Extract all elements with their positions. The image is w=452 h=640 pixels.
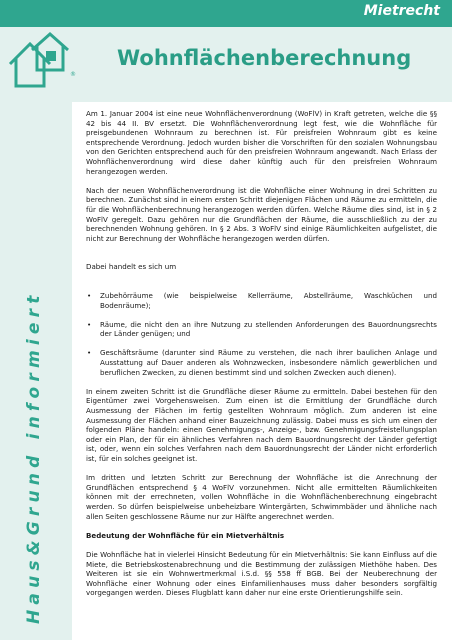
second-step-paragraph: In einem zweiten Schritt ist die Grundfläche dieser Räume zu ermitteln. Dabei bestehen für den Eigentümer zwei Vorgehensweisen. Zum einen ist die Ermittlung der Grundfläche durch Ausmessung der Flächen im fertig gestellten Wohnraum möglich. Zum anderen ist eine Ausmessung der Flächen anhand einer Bauzeichnung zulässig. Dabei muss es sich um einen der folgenden Pläne handeln: einen Genehmigungs-, Anzeige-, bzw. Genehmigungsfreistellungsplan oder ein Plan, der für ein ähnliches Verfahren nach dem Bauordnungsrecht der Länder gefertigt ist, oder, wenn ein solches Verfahren nach dem Bauordnungsrecht der Länder nicht erforderlich ist, für ein solches geeignet ist.: [86, 386, 437, 463]
intro-paragraph: Am 1. Januar 2004 ist eine neue Wohnflächenverordnung (WoFlV) in Kraft getreten, welche die §§ 42 bis 44 II. BV ersetzt. Die Wohnflächenverordnung legt fest, wie die Wohnfläche für preisgebundenen Wohnraum zu berechnen ist. Für preisfreien Wohnraum gibt es keine entsprechende Verordnung. Jedoch wurden bisher die Vorschriften für den sozialen Wohnungsbau von den Gerichten entsprechend auch für den preisfreien Wohnraum angewandt. Nach Erlass der Wohnflächenverordnung wird diese daher künftig auch für den preisfreien Wohnraum herangezogen werden.: [86, 109, 437, 176]
list-intro: Dabei handelt es sich um: [86, 262, 177, 272]
steps-paragraph: Nach der neuen Wohnflächenverordnung ist die Wohnfläche einer Wohnung in drei Schritten zu berechnen. Zunächst sind in einem ersten Schritt diejenigen Flächen und Räume zu ermitteln, die für die Wohnflächenberechnung herangezogen werden dürfen. Welche Räume dies sind, ist in § 2 WoFlV geregelt. Dazu gehören nur die Grundflächen der Räume, die ausschließlich zu der zu berechnenden Wohnung gehören. In § 2 Abs. 3 WoFlV sind einige Räumlichkeiten aufgelistet, die nicht zur Berechnung der Wohnfläche herangezogen werden dürfen.: [86, 185, 437, 243]
closing-paragraph: Die Wohnfläche hat in vielerlei Hinsicht Bedeutung für ein Mietverhältnis: Sie kann Einfluss auf die Miete, die Betriebskostenabrechnung und die Bestimmung der zulässigen Miethöhe haben. Des Weiteren ist sie ein Wohnwertmerkmal i.S.d. §§ 558 ff BGB. Bei der Neuberechnung der Wohnfläche einer Wohnung oder eines Einfamilienhauses muss daher besonders sorgfältig vorgegangen werden. Dieses Flugblatt kann daher nur eine erste Orientierungshilfe sein.: [86, 549, 437, 598]
brand-vertical-text: Haus&Grund informiert: [24, 290, 44, 624]
excluded-rooms-list: [86, 291, 437, 377]
list-item: • Zubehörräume (wie beispielweise Kellerräume, Abstellräume, Waschküchen und Bodenräume);: [86, 291, 437, 310]
svg-text:®: ®: [70, 71, 76, 78]
section-heading: Bedeutung der Wohnfläche für ein Mietverhältnis: [86, 530, 285, 540]
page-title: Wohnflächenberechnung: [117, 46, 412, 70]
article-body: [86, 109, 437, 608]
list-item: • Räume, die nicht den an ihre Nutzung zu stellenden Anforderungen des Bauordnungsrechts der Länder genügen; und: [86, 320, 437, 339]
list-item: • Geschäftsräume (darunter sind Räume zu verstehen, die nach ihrer baulichen Anlage und Ausstattung auf Dauer anderen als Wohnzwecken, insbesondere nämlich gewerblichen und beruflichen Zwecken, zu dienen bestimmt sind und solchen Zwecken auch dienen).: [86, 348, 437, 377]
house-logo-icon: [6, 30, 76, 96]
category-label: Mietrecht: [363, 3, 440, 19]
top-bar: [0, 0, 452, 27]
third-step-paragraph: Im dritten und letzten Schritt zur Berechnung der Wohnfläche ist die Anrechnung der Grundflächen entsprechend § 4 WoFlV vorzunehmen. Nicht alle ermittelten Räumlichkeiten können mit der errechneten, vollen Wohnfläche in die Wohnflächenberechnung eingebracht werden. So dürfen beispielweise unbeheizbare Wintergärten, Schwimmbäder und ähnliche nach allen Seiten geschlossene Räume nur zur Hälfte angerechnet werden.: [86, 473, 437, 521]
